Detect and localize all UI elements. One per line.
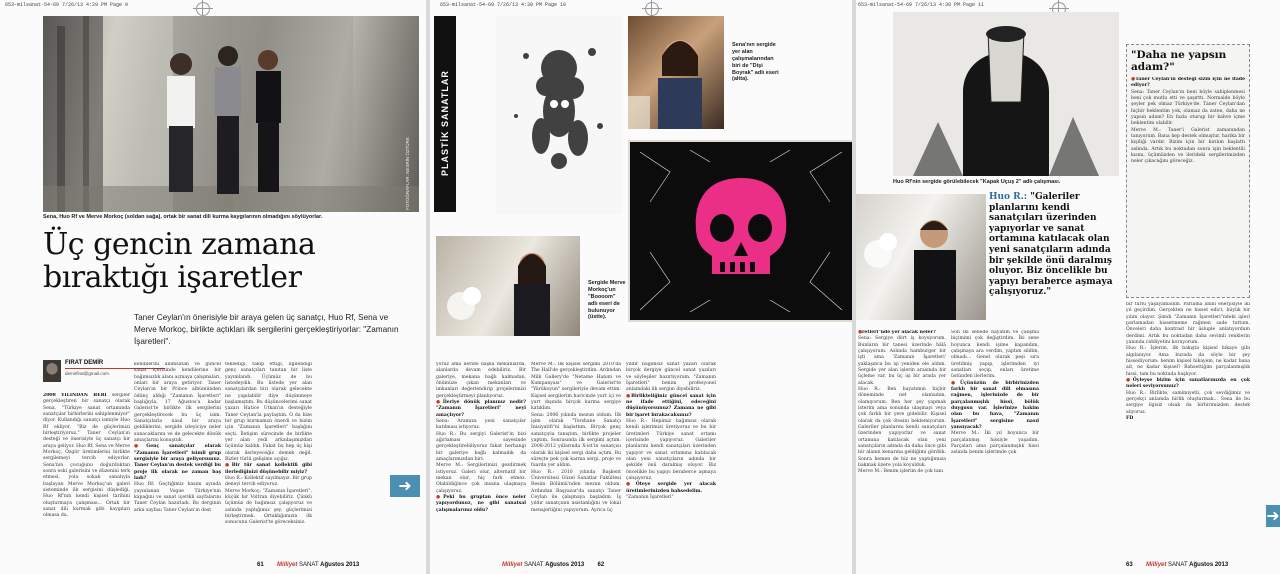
folio-date: Ağustos 2013 xyxy=(1189,562,1229,568)
answer: Merve M.: Sergilerimizi gezdirmek istiyoruz. Galeri olur, alternatif bir mekan olur, hiç fark etmez. Olabildiğince çok insana ulaşmaya çalışıyoruz. xyxy=(436,463,526,494)
ink-artwork xyxy=(496,16,622,214)
folio-brand: Milliyet xyxy=(1146,562,1167,568)
sena-portrait-art xyxy=(628,16,724,129)
body-text: yoruz ama ileride başka mekanlarda, alanlarda devam edebiliriz. Bir galeriye, mekana bağlı kalmadan, önümüze çıkan mekanları ve imkanları değerlendirip projelerimizi gerçekleştirmeyi planlıyoruz. xyxy=(436,362,526,399)
skull-artwork-art xyxy=(630,142,852,320)
kapak-ucus-caption: Huo Rf'nin sergide görülebilecek "Kapak Uçuş 2" adlı çalışması. xyxy=(893,179,1061,185)
body-text: sergiler gerçekleştiren bir sanatçı olarak Sena, "Türkiye sanat ortamında sanatçılar birbirlerini sahiplenmiyor" diyor. Kullandığı sanatçı ismiyle Huo Rf ekliyor, "Biz de güçlerimizi birleştiriyoruz." Taner Ceylan'ın desteği ve önerisiyle üç sanatçı bir araya geliyor. Huo Rf, Sena ve Merve Morkoç, Özgür üretimlerini birlikte sergilemeyi tercih ediyorlar. Sena'nın çocuğunu doğurduktan sonra eski galerisini ve düzenini terk etmesi, yola sokak sanatıyla başlayan Merve Morkoç'un galeri sisteminde ilk sergisini düşlediği, Huo Rf'nin kendi kişisel tarihini oluşturmaya çalışması... Ortak bir sanat dili kurmak gibi kaygıları olmasa da, xyxy=(43,393,130,519)
question: ● Bir tür sanat kollektifi gibi ilerlediğinizi düşünebilir miyiz? xyxy=(225,463,312,476)
answer: Huo R.: Hepimiz bağımsız olarak kendi işlerimizi üretiyoruz ve bu bir üretimleri Türkiye sanat ortamı içerisinde yapıyoruz. Galeriler planlarını kendi sanatçıları üzerinden yapıyor ve sanat ortamına katılacak olan yeni sanatçıların adında bir şekilde önü daralmış oluyor. Biz öncelikle bu yapıyı beraberce aşmaya çalışıyoruz. xyxy=(626,418,716,481)
section-tab xyxy=(434,16,456,212)
sidebar-box xyxy=(1126,44,1250,298)
answer: Sena: 2006 yılında mezun oldum. İlk işim olarak "Torshane Sanatçı İnisiyatifi"ni başlattım. Birçok genç sanatçıyla tanıştım, birlikte projeler yaptım. Sonrasında ilk sergimi açtım. 2008-2012 yıllarında X-ist'in sanatçısı olarak iki kişisel sergi daha açtım. Bu süreçte pek çok karma sergi, proje ve fuarda yer aldım. xyxy=(531,412,621,469)
page-61 xyxy=(0,0,426,574)
arrow-right-icon: ➜ xyxy=(390,475,420,497)
pull-quote-speaker: Huo R.: xyxy=(989,192,1028,202)
body-text: Merve M.: İlk kişisel sergimi 2010'da The Hall'de gerçekleştirdim. Ardından Milk Gallery'de "Netame Hanım ve Kumpanyası" ve Galerist'te "Yürükoyun" sergileriyle devam ettim. Kişisel sergilerim haricinde yurt içi ve yurt dışında birçok karma sergiye katıldım. xyxy=(531,362,621,412)
answer: Huo Rf: Geçtiğimiz kasım ayında yayınlanan Vogue Türkiye'nin kapağını ve sanat içerikli sayfalarını Taner Ceylan hazırladı. Bu derginin arka sayfası Taner Ceylan'ın dest xyxy=(134,482,221,513)
body-text: teklediği, takip ettiği, ilgilendiği genç sanatçıları tanıtan bir liste yayımlandı. Üçümüz de bu listedeydik. Bu listede yer alan sanatçılardan biri olarak gelecekte ne yapılabilir diye düşünmeye başlamıştım. Bu düşüncelerimi sanat yazarı Hatice Utkan'ın desteğiyle Taner Ceylan'la paylaştım. O da bize bir grup kurmamızı önerdi ve bizim için "Zamanın İşaretleri" başlığını seçti. İletişim sürecinde de birlikte yer alan yedi arkadaşımızdan üçümüz kaldık. Fakat bu hep üç kişi olarak ilerleyeceğiz demek değil. Bizler türlü gelişime açığız. xyxy=(225,362,312,462)
author-name: FIRAT DEMİR xyxy=(65,360,104,366)
answer: Huo R.: Ben hayatımın hiçbir döneminde net olamadım, olamıyorum. Ben her şey yapmak isterim ama sonunda ulaşmayı veya çok farklı bir yere gidebilir. Kişisel olarak da çok ötesini beklemiyorum. Galeriler planlarını kendi sanatçıları üzerinden yapıyorlar ve sanat ortamına katılacak olan yeni sanatçıların adında da daha önce gibi bir alanın kenarına geldiğimi gördük. Sonra hemen de biz ne yaptığımıza bakmak üzere yola koyulduk. xyxy=(858,386,946,468)
middle-column-3 xyxy=(626,362,716,539)
right-column-1 xyxy=(858,330,946,539)
sena-caption: Sena'nın sergide yer alan çalışmalarından biri de "Dişi Boyrak" adlı eseri (altta). xyxy=(732,42,779,83)
folio-brand: Milliyet xyxy=(277,562,298,568)
author-avatar xyxy=(43,360,61,382)
sidebar-text xyxy=(1131,77,1245,166)
sena-portrait xyxy=(628,16,724,129)
group-photo-art xyxy=(43,16,419,212)
answer: Huo R.: İşlerim, ilk bakışta kişisel hikaye gibi algılanıyor. Ama burada da söyle bir şey hissediyorum: benim kişisel hikayem, ne kadar bana ait, ne kadar kişisel? Bahsettiğim parçalanmışlık hissi, tam bu noktada başlıyor. xyxy=(1126,346,1250,377)
signature: FD xyxy=(1126,415,1134,421)
section-label: PLASTİK SANATLAR xyxy=(440,70,450,176)
question: ● Taner Ceylan'ın desteği sizin için ne ifade ediyor? xyxy=(1131,77,1245,90)
folio-brand: Milliyet xyxy=(502,562,523,568)
answer: Huo R.: Birlikte, samimiyetli, çok sevdiğimiz ve gerçekçi anlamda birlik oluşturmak... Sena ile bu sergiye ilgisiz olsak da birbirimizden destek alıyoruz. xyxy=(1126,390,1250,415)
folio-left xyxy=(257,562,359,568)
page-number: 62 xyxy=(597,562,605,568)
middle-column-1 xyxy=(436,362,526,539)
answer: Huo R.: Kollektif sayılmayız. Bir grup deneyi tercih ediyoruz. xyxy=(225,475,312,488)
page-63 xyxy=(856,0,1280,574)
answer: Huo R.: 2010 yılında Başkent Üniversitesi Güzel Sanatlar Fakültesi Resim Bölümü'nden mezun oldum. Ardından Başyazar'da sanatçı Taner Ceylan ile çalışmaya başladım. İş yıldır sanatçının asistanlığını ve lokal menajerliğini yapıyorum. Ayrıca üç xyxy=(531,469,621,513)
folio-sanat: SANAT xyxy=(524,562,544,568)
question: ● Öyleyse bizim için sanatlarınızda en çok neleri seviyorsunuz? xyxy=(1126,378,1250,391)
merve-caption: Sergide Merve Morkoç'un "Boooom" adlı eseri de bulunuyor (üstte). xyxy=(588,280,626,321)
body-text: bir türlü yaşayamadım. Parlama anını enerjisiyle iki yıl geçirdim. Gerçekten ne hisset edict, büyük bir yılım olayor. Şimdi "Zamanın İşaretleri"ndeki işleri parlamadan hissetmeme rağmen sade tuttum. Önceleri daha kontrast bir üsluple anlatıyordum derdimi. Artık bu noktadan daha sevimli renklerin yanında ciddiyetini koruyorum. xyxy=(1126,302,1250,345)
huo-portrait xyxy=(856,194,986,320)
author-email: demirfirat@gmail.com xyxy=(65,371,109,376)
body-text: yıldır bağımsız sanat yazarı olarak birçok dergiye güncel sanat yazıları ve söyleşiler hazırlıyorum. "Zamanın İşaretleri" benim profesyonel anlamdaki ilk sergim diyebiliriz. xyxy=(626,362,716,393)
skull-artwork xyxy=(628,140,852,322)
question: ● Öteye sergide yer alacak üretimlerinizden bahsedelim. xyxy=(626,482,716,495)
body-text: Son iki senede hayatım ve çalışma biçimimi çok değiştirdim. İki sene boyunca kendi işime kapandım, çalışmaya ara verdim, yaptım sildim, olmadı... Genel olarak peşi sıra üretilmiş yapıp, işlerimden iyi sanatları seçip, onları üretime üstünden ilerlerim. xyxy=(951,330,1039,380)
answer: Merve M.: Taner'i Galerist zamanından tanıyorum. Bana hep destek olmuştur, harika bir kişiliği vardır. Bizim için bir kırılım başlattı aslında. Artık bu noktadan sonra işin beklentili kısmı, üçümüzden ve ilerideki sergilerimizden neler çıkacağını göreceğiz. xyxy=(1131,127,1245,165)
body-text: kendilerini anımsatan ve güncel sanat içerisinde kendilerine bir bağımsızlık alanı açmaya çalışmaları, onları bir araya getiriyor. Taner Ceylan'ın bir Prince albümünden ödünç aldığı "Zamanın İşaretleri" başlığıyla, 17 Ağustos'a kadar Galerist'te birlikte ilk sergilerini gerçekleştirecek bu üç isim. Sanatçılarla nasıl bir araya geldiklerini, sergide izleyiciye neler sunacaklarını ve de gelecekte dönük amaçlarını konuştuk. xyxy=(134,362,221,443)
answer: Sena: Taner Ceylan'ın beni böyle sahiplenmesi beni çok mutlu etti ve şaşırttı. Normalde böyle şeyler pek olmaz Türkiye'de. Taner Ceylan'dan hiçbir beklentim yok, olamaz da zaten, daha ne yapsın adam? En fazla oturup bir kahve içme beklentim olabilir. xyxy=(1131,89,1245,127)
folio-date: Ağustos 2013 xyxy=(545,562,585,568)
merve-portrait xyxy=(436,236,580,336)
question: ● retleri"nde yer alacak neler? xyxy=(858,330,946,336)
headline-line-2: bıraktığı işaretler xyxy=(43,260,302,295)
folio-sanat: SANAT xyxy=(1168,562,1188,568)
left-column-2 xyxy=(134,362,221,539)
answer: Merve M.: Benim işlerim de çok tanı xyxy=(858,469,944,475)
right-column-3 xyxy=(1126,302,1250,539)
registration-mark-icon xyxy=(645,2,659,16)
folio-sanat: SANAT xyxy=(299,562,319,568)
right-column-2 xyxy=(951,330,1039,539)
folio-date: Ağustos 2013 xyxy=(320,562,360,568)
lead-in: 2008 YILINDAN BERİ xyxy=(43,393,107,398)
question: ● Peki bu gruptan önce neler yapıyordunuz, ne gibi sanatsal çalışmalarınız oldu? xyxy=(436,495,526,514)
pull-quote-text: "Galeriler planlarını kendi sanatçıları üzerinden yapıyorlar ve sanat ortamına katılacak olan yeni sanatçıların adında bir şekilde önü daralmış oluyor. Biz öncelikle bu yapıyı beraberce aşmaya çalışıyoruz." xyxy=(989,192,1113,298)
group-photo-caption: Sena, Huo Rf ve Merve Morkoç (soldan sağa), ortak bir sanat dili kurma kaygılarının olmadığını söylüyorlar. xyxy=(43,214,323,220)
page-number: 63 xyxy=(1126,562,1133,568)
body-text: Sena: Sergiye dört iş koyuyorum. Bunların bir tanesi üzerinde hâlâ çalışıyorum. Aslında hamburger bir işti ama 'Zamanın İşaretleri' yaklaşınca bu işi yeniden ele aldım. Sergide yer alan işlerin arasında bir üçleme var, bu üç işi bir arada yer alacak. xyxy=(858,336,946,386)
headline-line-1: Üç gencin zamana xyxy=(43,227,316,262)
folio-middle xyxy=(502,562,604,568)
ink-artwork-art xyxy=(496,16,622,214)
print-slug-left: 653-milsanat-54-69 7/26/13 4:29 PM Page 9 xyxy=(5,2,129,8)
left-column-1 xyxy=(43,393,130,539)
answer: Merve M.: İki yıl boyunca bir parçalanmış hissiyle yaşadım. Parçaları ama parçalanmışlık hissi aslında benim işlerimde çok xyxy=(951,431,1039,456)
pull-quote xyxy=(989,192,1119,298)
sidebar-title: "Daha ne yapsın adam?" xyxy=(1131,49,1227,74)
page-number: 61 xyxy=(257,562,264,568)
folio-right xyxy=(1126,562,1228,568)
arrow-right-icon: ➜ xyxy=(1266,506,1280,525)
left-column-3 xyxy=(225,362,312,539)
print-slug-right: 653-milsanat-54-69 7/26/13 4:30 PM Page 11 xyxy=(858,2,985,8)
answer: "Zamanın İşaretleri" xyxy=(626,494,674,500)
registration-mark-icon xyxy=(196,2,210,16)
merve-portrait-art xyxy=(436,236,580,336)
answer: Huo R.: Bu sergiyi Galerist'in bizi ağırlaması sayesinde gerçekleştirebiliyoruz fakat herhangi bir galeriye bağlı kalmadık da amaçlarımızdan biri. xyxy=(436,431,526,462)
huo-portrait-art xyxy=(856,194,986,320)
answer: Merve Morkoç: "Zamanın İşaretleri", küçük bir Voltran diyebiliriz. Çünkü üçümüz de bağımsız çalışıyoruz ve aslında yaptığımız şey, güçlerimizi birleştirmek. Ortaklığımızın ilk sonucunu Galerist'te göreceksiniz. xyxy=(225,488,312,526)
question: ● Üçünüzün de birbirinizden farklı bir sanat dili olmasına rağmen, işlerinizde de bir parçalanmışlık hissi, bölük duygusu var. İşlerinize hakim olan bu hava, "Zamanın İşaretleri" sergisine nasıl yansıyacak? xyxy=(951,381,1039,432)
page-62 xyxy=(430,0,852,574)
deck-text: Taner Ceylan'ın önerisiyle bir araya gelen üç sanatçı, Huo Rf, Sena ve Merve Morkoç, birlikte açtıkları ilk sergilerini gerçekleştiriyorlar: "Zamanın İşaretleri". xyxy=(134,313,399,346)
answer: Sena: Aramıza yeni sanatçılar katılması istiyoruz. xyxy=(436,418,526,431)
kapak-ucus-artwork xyxy=(893,12,1119,176)
middle-column-2 xyxy=(531,362,621,539)
print-slug-middle: 653-milsanat-54-69 7/26/13 4:30 PM Page 10 xyxy=(440,2,567,8)
question: ● Genç sanatçılar olarak "Zamanın İşaretleri" isimli grup sergisiyle bir araya geliyorsunuz. Taner Ceylan'ın destek verdiği bu proje ilk olarak ne zaman baş ladı? xyxy=(134,444,221,482)
group-photo xyxy=(43,16,419,212)
question: ● Birlikteliğiniz güncel sanat için ne ifade ettiğini, edeceğini düşünüyorsunuz? Zamana ne gibi bir işaret bırakacaksınız? xyxy=(626,394,716,419)
photo-credit: FOTOĞRAFLAR: NESRİN ÖZTÜRK xyxy=(405,137,410,210)
question: ● İleriye dönük planınız nedir? "Zamanın İşaretleri" neyi amaçlıyor? xyxy=(436,400,526,419)
kapak-ucus-artwork-art xyxy=(893,12,1119,176)
